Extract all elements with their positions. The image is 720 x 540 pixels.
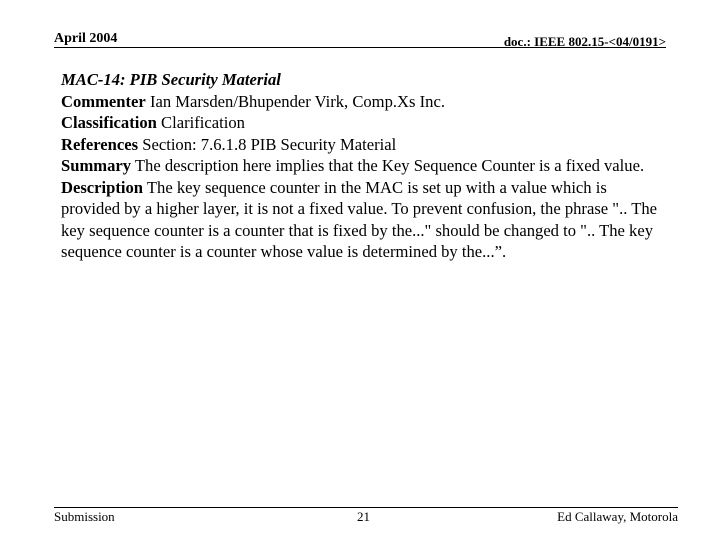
classification-label: Classification bbox=[61, 113, 157, 132]
references-value: Section: 7.6.1.8 PIB Security Material bbox=[142, 134, 397, 154]
commenter-value: Ian Marsden/Bhupender Virk, Comp.Xs Inc. bbox=[149, 91, 445, 111]
slide-body bbox=[61, 69, 666, 263]
footer-page-number: 21 bbox=[357, 509, 370, 524]
header-date: April 2004 bbox=[54, 31, 118, 46]
footer-author: Ed Callaway, Motorola bbox=[557, 509, 678, 524]
classification-line bbox=[61, 112, 666, 134]
description-line bbox=[61, 177, 666, 263]
summary-line bbox=[61, 155, 666, 177]
references-label: References bbox=[61, 134, 139, 154]
commenter-line bbox=[61, 91, 666, 113]
summary-value: The description here implies that the Key Sequence Counter is a fixed value. bbox=[134, 156, 645, 175]
header-doc-id: doc.: IEEE 802.15-<04/0191> bbox=[503, 34, 666, 49]
commenter-label: Commenter bbox=[61, 91, 146, 111]
comment-title: MAC-14: PIB Security Material bbox=[61, 70, 281, 89]
summary-label: Summary bbox=[61, 156, 132, 175]
footer-divider bbox=[54, 507, 678, 508]
description-value: The key sequence counter in the MAC is set up with a value which is provided by a higher layer, it is not a fixed value. To prevent confusion, the phrase ".. The key sequence counter is a counter that is fixed by the..." should be changed to ".. The key sequence counter is a counter whose value is determined by the...”. bbox=[61, 177, 658, 261]
references-line bbox=[61, 134, 666, 156]
header-divider bbox=[54, 47, 666, 48]
classification-value: Clarification bbox=[161, 113, 245, 132]
footer-submission: Submission bbox=[54, 509, 115, 524]
description-label: Description bbox=[61, 177, 144, 197]
